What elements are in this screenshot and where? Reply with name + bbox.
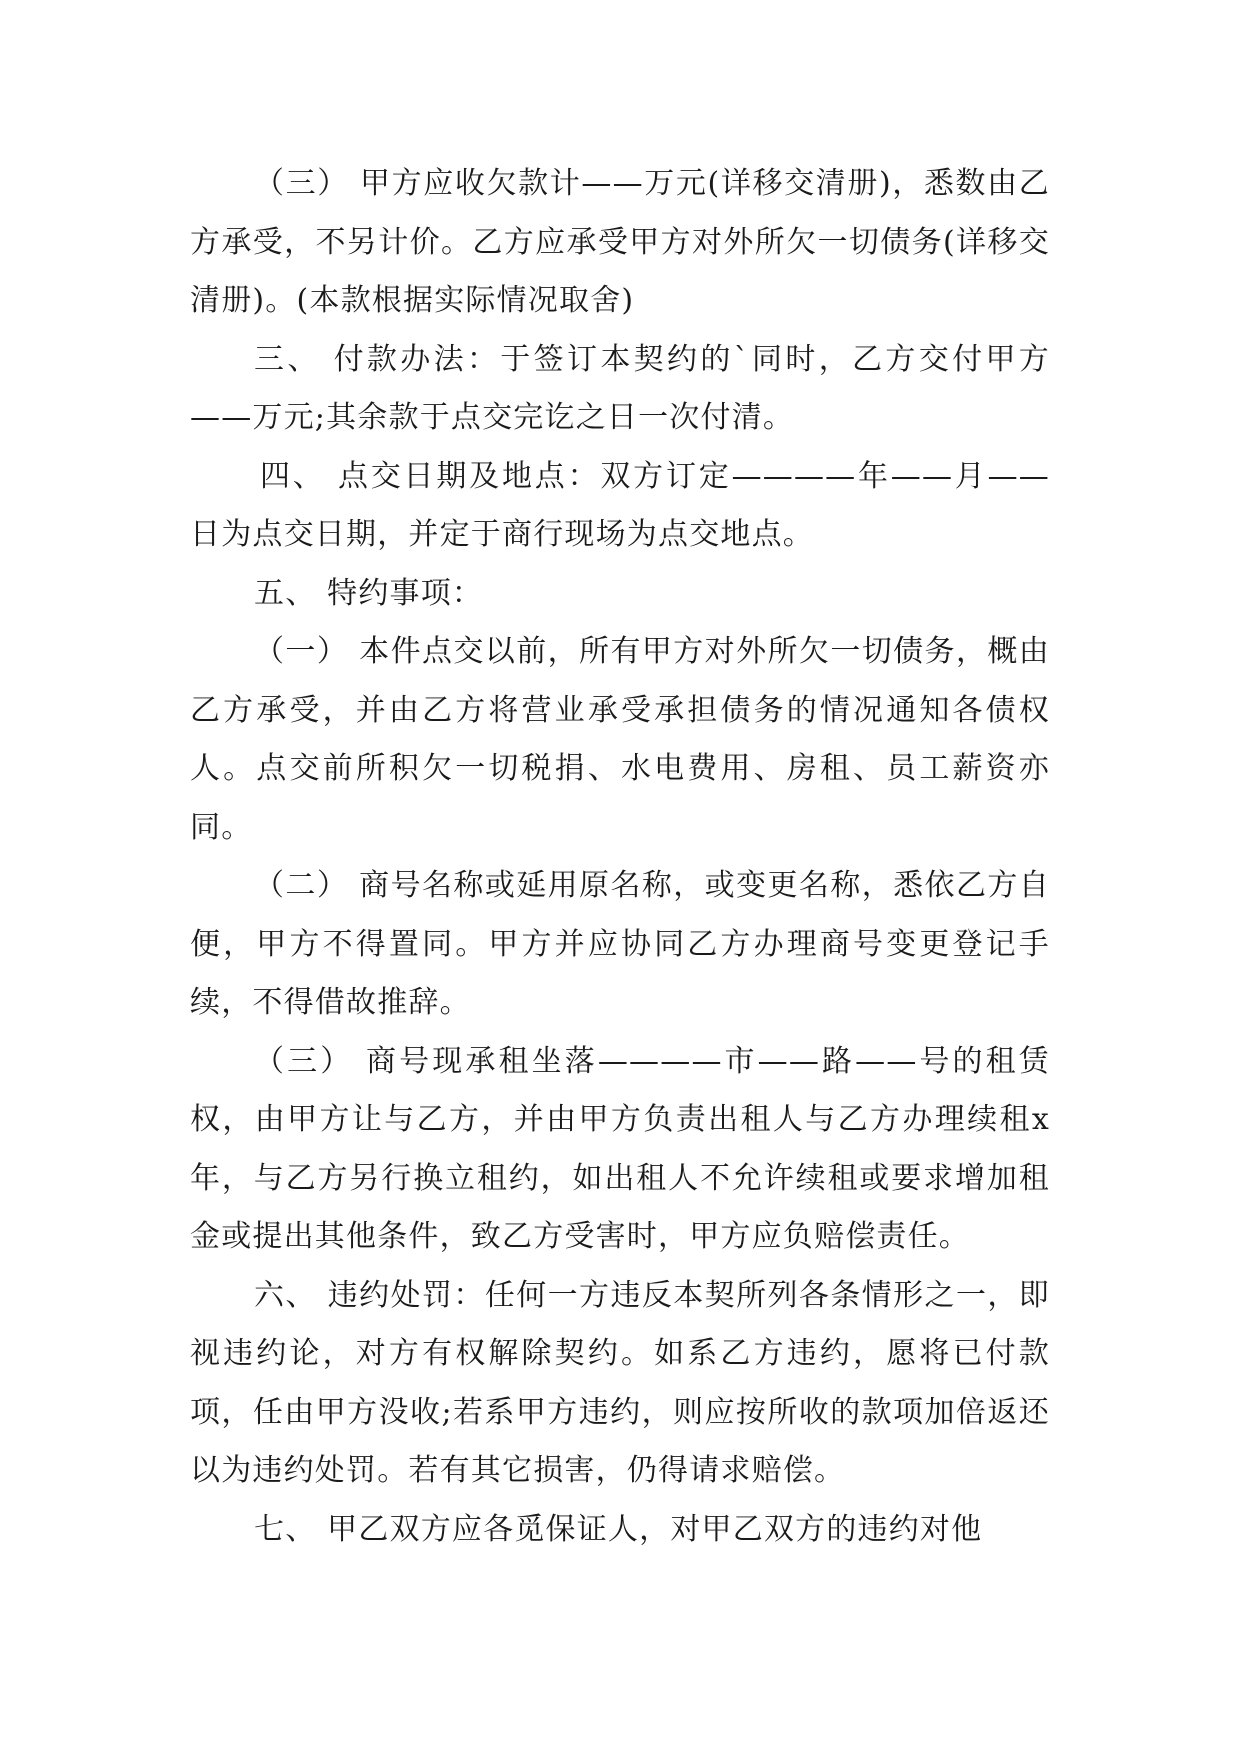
paragraph-special-term-1: （一） 本件点交以前，所有甲方对外所欠一切债务，概由乙方承受，并由乙方将营业承受承担债务的情况通知各债权人。点交前所积欠一切税捐、水电费用、房租、员工薪资亦同。 [190,634,1050,845]
paragraph-special-terms-heading: 五、 特约事项： [254,575,484,611]
paragraph-payment-method: 三、 付款办法：于签订本契约的`同时，乙方交付甲方——万元;其余款于点交完讫之日一次付清。 [190,341,1050,435]
paragraph-guarantors: 七、 甲乙双方应各觅保证人，对甲乙双方的违约对他 [254,1511,983,1547]
paragraph-handover-date: 四、 点交日期及地点：双方订定————年——月——日为点交日期，并定于商行现场为点交地点。 [190,458,1050,552]
paragraph-special-term-3: （三） 商号现承租坐落————市——路——号的租赁权，由甲方让与乙方，并由甲方负责出租人与乙方办理续租x年，与乙方另行换立租约，如出租人不允许续租或要求增加租金或提出其他条件，致乙方受害时，甲方应负赔偿责任。 [190,1043,1050,1254]
document-body [190,155,1050,1559]
paragraph-special-term-2: （二） 商号名称或延用原名称，或变更名称，悉依乙方自便，甲方不得置同。甲方并应协同乙方办理商号变更登记手续，不得借故推辞。 [190,868,1050,1020]
paragraph-breach-penalty: 六、 违约处罚：任何一方违反本契所列各条情形之一，即视违约论，对方有权解除契约。如系乙方违约，愿将已付款项，任由甲方没收;若系甲方违约，则应按所收的款项加倍返还以为违约处罚。若有其它损害，仍得请求赔偿。 [190,1277,1050,1488]
paragraph-receivables: （三） 甲方应收欠款计——万元(详移交清册)，悉数由乙方承受，不另计价。乙方应承受甲方对外所欠一切债务(详移交清册)。(本款根据实际情况取舍) [190,166,1050,318]
